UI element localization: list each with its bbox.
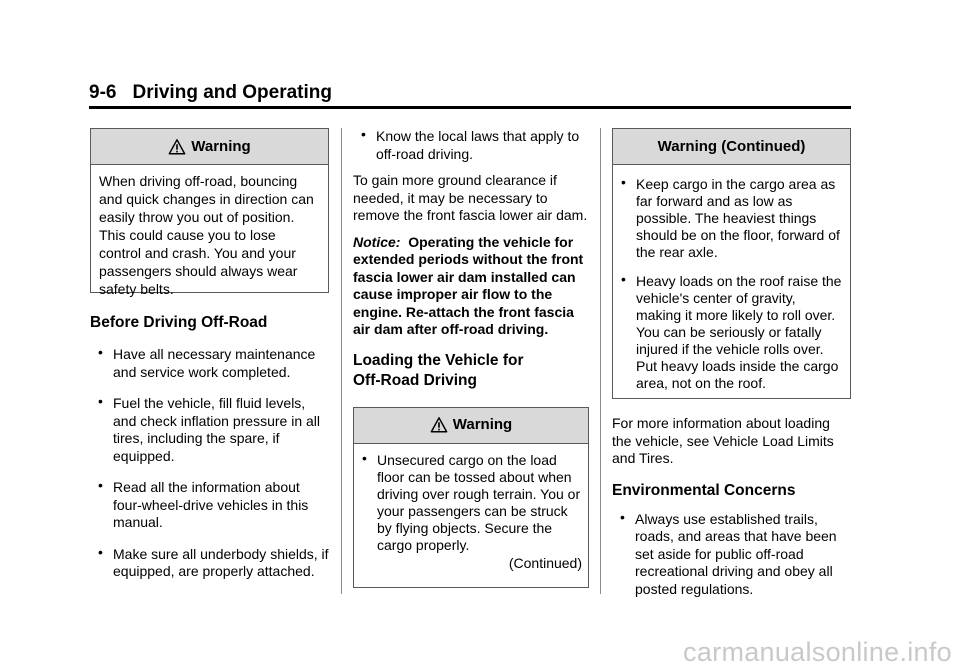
header-title-row	[89, 82, 851, 106]
list-item: • Know the local laws that apply to off-road driving.	[353, 128, 589, 163]
list-item: • Make sure all underbody shields, if equipped, are properly attached.	[90, 546, 329, 581]
notice-paragraph	[353, 234, 589, 339]
page-number: 9-6	[89, 82, 117, 103]
warning-title: Warning	[452, 416, 513, 434]
warning-box-continued	[612, 128, 851, 399]
warning-title: Warning	[191, 137, 251, 155]
warning-header	[354, 408, 588, 444]
section-title-before-driving: Before Driving Off-Road	[90, 314, 268, 331]
warning-triangle-icon	[168, 138, 186, 156]
notice-text: Operating the vehicle for extended periods without the front fascia lower air dam installed can cause improper air flow to the engine. Re-attach the front fascia air dam after off-road driving.	[353, 233, 584, 337]
ground-clearance-paragraph: To gain more ground clearance if needed, it may be necessary to remove the front fascia lower air dam.	[353, 172, 588, 223]
column-1	[90, 128, 329, 581]
list-item: • Always use established trails, roads, and areas that have been set aside for public off-road recreational driving and obey all posted regulations.	[612, 511, 851, 599]
list-item: • Fuel the vehicle, fill fluid levels, and check inflation pressure in all tires, including the spare, if equipped.	[90, 395, 329, 465]
column-divider-2	[600, 128, 601, 594]
list-item: • Unsecured cargo on the load floor can be tossed about when driving over rough terrain. You or your passengers can be struck by flying objects. Secure the cargo properly.	[354, 452, 582, 554]
warning-box	[90, 128, 329, 297]
column-divider-1	[341, 128, 342, 594]
warning-list	[354, 452, 582, 554]
warning-list	[613, 176, 844, 392]
offroad-laws-list	[353, 128, 589, 163]
warning-body	[91, 165, 328, 308]
section-title-environmental: Environmental Concerns	[612, 481, 796, 499]
chapter-title: Driving and Operating	[132, 82, 332, 103]
warning-text: When driving off-road, bouncing and quick changes in direction can easily throw you out of position. This could cause you to lose control and crash. You and your passengers should always wear safety belts.	[99, 173, 314, 297]
column-3	[612, 128, 851, 598]
list-item: • Keep cargo in the cargo area as far forward and as low as possible. The heaviest things should be on the floor, forward of the rear axle.	[613, 176, 844, 261]
list-item: • Read all the information about four-wheel-drive vehicles in this manual.	[90, 479, 329, 532]
warning-header	[91, 129, 328, 165]
warning-box	[353, 407, 589, 588]
header-rule	[89, 106, 851, 109]
warning-body	[613, 165, 850, 398]
environmental-list	[612, 511, 851, 599]
list-item: • Heavy loads on the roof raise the vehicle's center of gravity, making it more likely to roll over. You can be seriously or fatally injured if the vehicle rolls over. Put heavy loads inside the cargo area, not on the roof.	[613, 273, 844, 392]
continued-label: (Continued)	[508, 554, 582, 571]
watermark: carmanualsonline.info	[683, 637, 952, 667]
loading-info-paragraph: For more information about loading the vehicle, see Vehicle Load Limits and Tires.	[612, 415, 834, 466]
section-title-loading: Loading the Vehicle for Off-Road Driving	[353, 351, 524, 389]
before-driving-list	[90, 346, 329, 581]
notice-label: Notice:	[353, 233, 401, 250]
warning-body	[354, 444, 588, 577]
page-header	[89, 82, 851, 109]
warning-triangle-icon	[430, 416, 448, 434]
warning-title: Warning (Continued)	[657, 137, 806, 155]
warning-header	[613, 129, 850, 165]
list-item: • Have all necessary maintenance and service work completed.	[90, 346, 329, 381]
column-2	[353, 128, 589, 588]
